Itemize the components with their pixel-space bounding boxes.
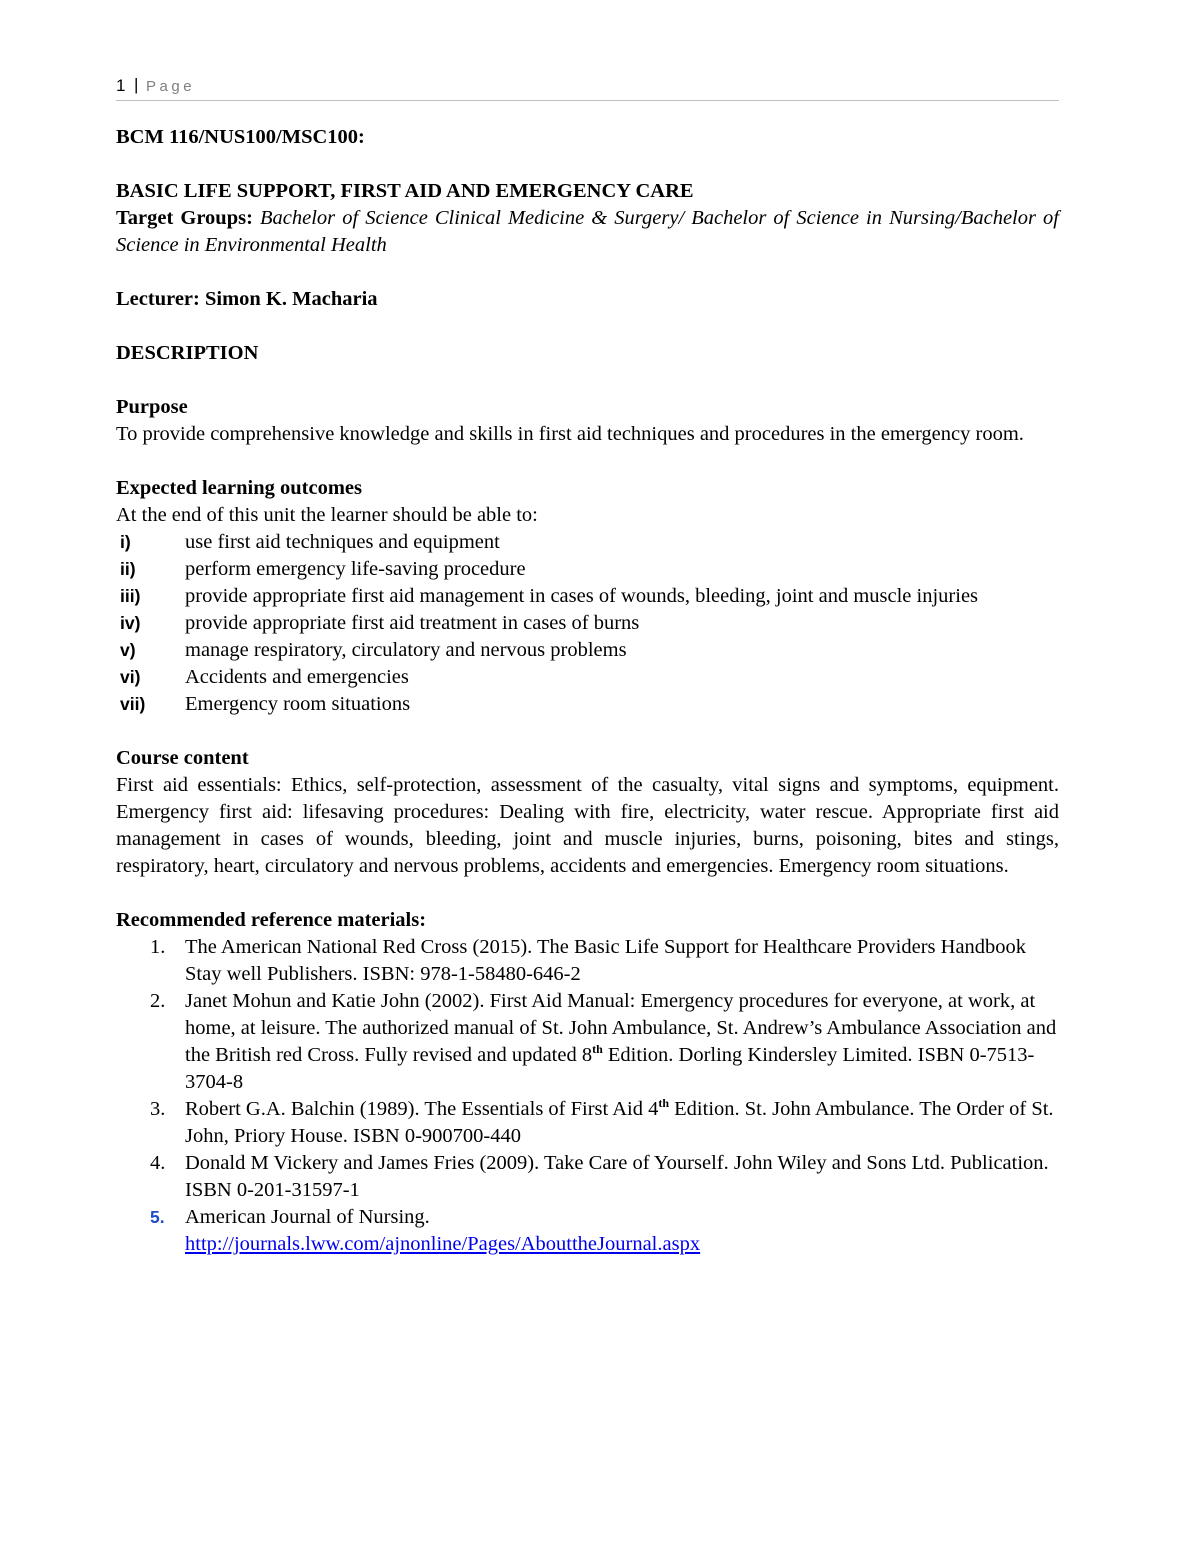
- list-item-text: Emergency room situations: [185, 693, 411, 715]
- superscript: th: [592, 1042, 603, 1057]
- list-marker: iv): [120, 613, 141, 633]
- list-item: [116, 583, 1059, 610]
- list-marker: vi): [120, 667, 141, 687]
- reference-text: Robert G.A. Balchin (1989). The Essentials of First Aid 4: [185, 1098, 659, 1120]
- reference-text-cont: Edition. St. John Ambulance. The Order of St. John, Priory House. ISBN 0-900700-440: [185, 1098, 1054, 1147]
- outcomes-list: [116, 529, 1059, 718]
- reference-text: Janet Mohun and Katie John (2002). First Aid Manual: Emergency procedures for everyone, at work, at home, at leisure. The authorized manual of St. John Ambulance, St. Andrew’s Ambulance Association and the British red Cross. Fully revised and updated 8: [185, 990, 1057, 1066]
- superscript: th: [658, 1096, 670, 1111]
- list-item-text: Accidents and emergencies: [185, 666, 409, 688]
- references-heading: Recommended reference materials:: [116, 909, 427, 931]
- reference-item: [116, 1150, 1059, 1204]
- reference-marker: 2.: [150, 990, 166, 1012]
- list-item: [116, 637, 1059, 664]
- list-item: [116, 691, 1059, 718]
- reference-marker: 4.: [150, 1152, 166, 1174]
- list-item-text: provide appropriate first aid treatment in cases of burns: [185, 612, 640, 634]
- purpose-text: To provide comprehensive knowledge and skills in first aid techniques and procedures in the emergency room.: [116, 423, 1024, 445]
- target-groups-text: Bachelor of Science Clinical Medicine & Surgery/ Bachelor of Science in Nursing/Bachelor of Science in Environmental Health: [116, 207, 1059, 256]
- course-content-text: First aid essentials: Ethics, self-protection, assessment of the casualty, vital signs and symptoms, equipment. Emergency first aid: lifesaving procedures: Dealing with fire, electricity, water rescue. Appropriate first aid management in cases of wounds, bleeding, joint and muscle injuries, burns, poisoning, bites and stings, respiratory, heart, circulatory and nervous problems, accidents and emergencies. Emergency room situations.: [116, 774, 1059, 877]
- list-marker: vii): [120, 694, 146, 714]
- list-item-text: manage respiratory, circulatory and nervous problems: [185, 639, 627, 661]
- journal-link[interactable]: http://journals.lww.com/ajnonline/Pages/AbouttheJournal.aspx: [185, 1233, 701, 1255]
- reference-text: American Journal of Nursing.: [185, 1206, 430, 1228]
- list-marker: iii): [120, 586, 141, 606]
- outcomes-intro: At the end of this unit the learner should be able to:: [116, 504, 538, 526]
- reference-marker: 5.: [150, 1207, 165, 1227]
- reference-item: [116, 1204, 1059, 1258]
- lecturer: Lecturer: Simon K. Macharia: [116, 288, 378, 310]
- list-item-text: perform emergency life-saving procedure: [185, 558, 526, 580]
- course-code: BCM 116/NUS100/MSC100:: [116, 126, 365, 148]
- list-item-text: provide appropriate first aid management in cases of wounds, bleeding, joint and muscle injuries: [185, 585, 979, 607]
- list-marker: v): [120, 640, 136, 660]
- references-list: [116, 934, 1059, 1258]
- page-word: Page: [146, 78, 196, 95]
- list-item: [116, 556, 1059, 583]
- reference-item: [116, 1096, 1059, 1150]
- list-marker: i): [120, 532, 131, 552]
- reference-marker: 1.: [150, 936, 166, 958]
- course-title: BASIC LIFE SUPPORT, FIRST AID AND EMERGENCY CARE: [116, 180, 694, 202]
- target-groups: [116, 205, 1059, 259]
- document-body: [116, 124, 1059, 1258]
- course-content-heading: Course content: [116, 747, 249, 769]
- page-header: [116, 72, 1059, 101]
- purpose-heading: Purpose: [116, 396, 188, 418]
- list-marker: ii): [120, 559, 136, 579]
- list-item: [116, 529, 1059, 556]
- outcomes-heading: Expected learning outcomes: [116, 477, 362, 499]
- page-number: 1: [116, 76, 126, 95]
- description-heading: DESCRIPTION: [116, 342, 259, 364]
- reference-marker: 3.: [150, 1098, 166, 1120]
- reference-item: [116, 934, 1059, 988]
- reference-text-cont: Edition. Dorling Kindersley Limited. ISBN 0-7513-3704-8: [185, 1044, 1035, 1093]
- header-separator: |: [134, 75, 139, 94]
- list-item: [116, 610, 1059, 637]
- list-item: [116, 664, 1059, 691]
- reference-text: Donald M Vickery and James Fries (2009). Take Care of Yourself. John Wiley and Sons Ltd. Publication. ISBN 0-201-31597-1: [185, 1152, 1049, 1201]
- target-groups-label: Target Groups:: [116, 207, 253, 229]
- reference-text: The American National Red Cross (2015). The Basic Life Support for Healthcare Providers Handbook Stay well Publishers. ISBN: 978-1-58480-646-2: [185, 936, 1027, 985]
- reference-item: [116, 988, 1059, 1096]
- list-item-text: use first aid techniques and equipment: [185, 531, 500, 553]
